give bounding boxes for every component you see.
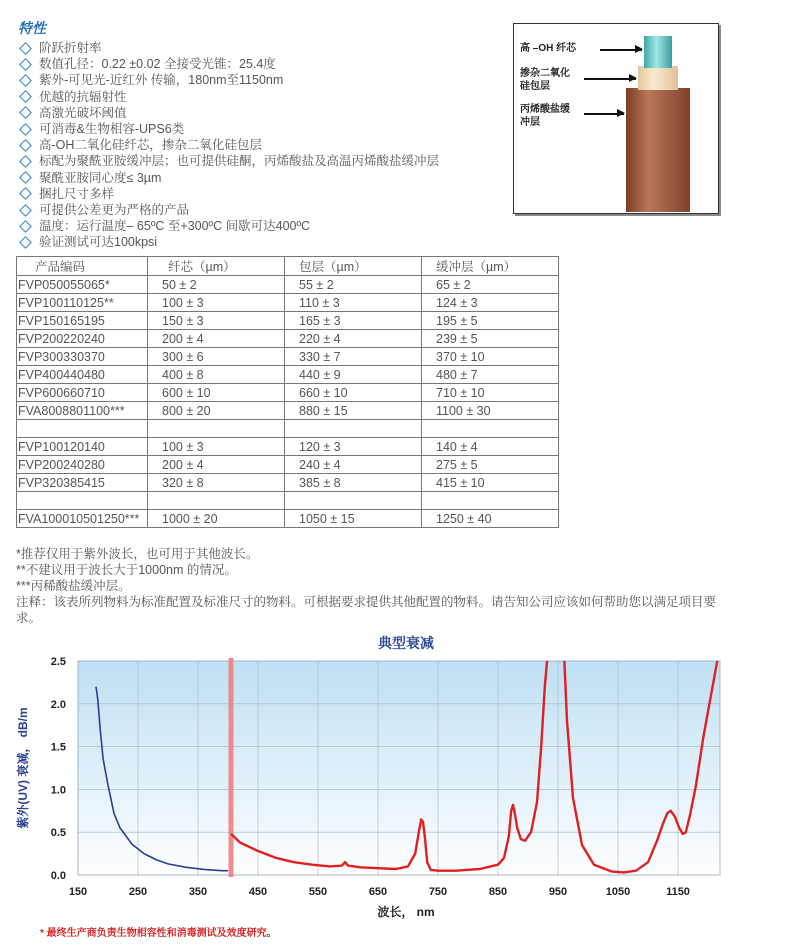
core-arrow-icon [600, 49, 642, 51]
table-row: FVP300330370 300 ± 6 330 ± 7 370 ± 10 [17, 348, 559, 366]
x-tick-label: 350 [188, 886, 208, 898]
x-tick-label: 550 [308, 886, 328, 898]
x-tick-label: 150 [68, 886, 88, 898]
fiber-structure-diagram [513, 23, 719, 214]
y-axis-ticks [51, 656, 66, 882]
header-cladding: 包层（µm） [285, 257, 422, 276]
table-row: FVP320385415 320 ± 8 385 ± 8 415 ± 10 [17, 474, 559, 492]
diamond-bullet-icon [19, 58, 32, 71]
table-row: FVP200220240 200 ± 4 220 ± 4 239 ± 5 [17, 330, 559, 348]
feature-item: 标配为聚酰亚胺缓冲层；也可提供硅酮，丙烯酸盐及高温丙烯酸盐缓冲层 [18, 153, 439, 169]
table-row: FVP050055065* 50 ± 2 55 ± 2 65 ± 2 [17, 276, 559, 294]
core-layer [644, 36, 672, 68]
attenuation-chart [0, 630, 812, 922]
buffer-label-line2: 冲层 [520, 117, 540, 128]
chart-title: 典型衰减 [378, 635, 434, 651]
y-tick-label: 2.0 [50, 698, 66, 711]
table-row: FVP200240280 200 ± 4 240 ± 4 275 ± 5 [17, 456, 559, 474]
table-row: FVP400440480 400 ± 8 440 ± 9 480 ± 7 [17, 366, 559, 384]
diamond-bullet-icon [19, 236, 32, 249]
diamond-bullet-icon [19, 42, 32, 55]
x-tick-label: 750 [428, 886, 448, 898]
x-tick-label: 850 [488, 886, 508, 898]
feature-item: 数值孔径：0.22 ±0.02 全接受光锥：25.4度 [18, 56, 439, 72]
feature-item: 优越的抗辐射性 [18, 89, 439, 105]
header-product-code: 产品编码 [17, 257, 148, 276]
note-line: 注释：该表所列物料为标准配置及标准尺寸的物料。可根据要求提供其他配置的物料。请告知公司应该如何帮助您以满足项目要 [16, 595, 717, 609]
table-row: FVA8008801100*** 800 ± 20 880 ± 15 1100 ± 30 [17, 402, 559, 420]
feature-list [18, 40, 439, 251]
diamond-bullet-icon [19, 171, 32, 184]
diamond-bullet-icon [19, 123, 32, 136]
plot-area [78, 661, 720, 875]
feature-item: 聚酰亚胺同心度≤ 3µm [18, 170, 439, 186]
diamond-bullet-icon [19, 74, 32, 87]
x-axis-label: 波长， nm [377, 905, 435, 919]
diamond-bullet-icon [19, 204, 32, 217]
feature-item: 验证测试可达100kpsi [18, 234, 439, 250]
cladding-label-line1: 掺杂二氧化 [520, 68, 570, 79]
buffer-layer [626, 88, 690, 212]
diamond-bullet-icon [19, 107, 32, 120]
cladding-label-line2: 硅包层 [520, 81, 550, 92]
table-row: FVP600660710 600 ± 10 660 ± 10 710 ± 10 [17, 384, 559, 402]
x-tick-label: 250 [128, 886, 148, 898]
table-row: FVA100010501250*** 1000 ± 20 1050 ± 15 1250 ± 40 [17, 510, 559, 528]
core-label: 高 –OH 纤芯 [520, 43, 577, 54]
table-header-row [17, 257, 559, 276]
diamond-bullet-icon [19, 220, 32, 233]
feature-item: 可提供公差更为严格的产品 [18, 202, 439, 218]
page-title: 特性 [18, 20, 46, 36]
diamond-bullet-icon [19, 90, 32, 103]
y-axis-label: 紫外(UV) 衰减， dB/m [16, 707, 30, 829]
buffer-label-line1: 丙烯酸盐缓 [520, 104, 570, 115]
feature-item: 阶跃折射率 [18, 40, 439, 56]
header-core: 纤芯（µm） [148, 257, 285, 276]
header-buffer: 缓冲层（µm） [422, 257, 559, 276]
feature-item: 紫外-可见光-近红外 传输，180nm至1150nm [18, 72, 439, 88]
x-tick-label: 450 [248, 886, 268, 898]
feature-item: 温度：运行温度– 65ºC 至+300ºC 间歇可达400ºC [18, 218, 439, 234]
product-spec-table [16, 256, 559, 528]
y-tick-label: 2.5 [50, 656, 66, 668]
y-tick-label: 0.0 [50, 870, 66, 882]
range-divider-bar [229, 658, 234, 877]
note-line: 求。 [16, 611, 42, 625]
diamond-bullet-icon [19, 188, 32, 201]
table-row: FVP150165195 150 ± 3 165 ± 3 195 ± 5 [17, 312, 559, 330]
x-tick-label: 1050 [605, 886, 631, 898]
note-line: **不建议用于波长大于1000nm 的情况。 [16, 563, 237, 577]
feature-item: 高激光破坏阈值 [18, 105, 439, 121]
x-tick-label: 1150 [666, 886, 690, 898]
feature-item: 可消毒&生物相容-UPS6类 [18, 121, 439, 137]
table-notes [16, 546, 796, 626]
buffer-arrow-icon [584, 113, 624, 115]
x-tick-label: 950 [548, 886, 568, 898]
chart-footnote: * 最终生产商负责生物相容性和消毒测试及效度研究。 [40, 928, 277, 939]
table-row: FVP100110125** 100 ± 3 110 ± 3 124 ± 3 [17, 294, 559, 312]
feature-item: 高-OH二氧化硅纤芯，掺杂二氧化硅包层 [18, 137, 439, 153]
table-row: FVP100120140 100 ± 3 120 ± 3 140 ± 4 [17, 438, 559, 456]
note-line: ***丙稀酸盐缓冲层。 [16, 579, 131, 593]
note-line: *推荐仅用于紫外波长，也可用于其他波长。 [16, 547, 259, 561]
x-tick-label: 650 [368, 886, 388, 898]
y-tick-label: 1.5 [50, 741, 66, 754]
x-axis-ticks [69, 886, 690, 898]
diamond-bullet-icon [19, 155, 32, 168]
cladding-arrow-icon [584, 78, 636, 80]
diamond-bullet-icon [19, 139, 32, 152]
y-tick-label: 0.5 [50, 827, 66, 840]
table-row [17, 492, 559, 510]
y-tick-label: 1.0 [50, 784, 66, 797]
feature-item: 捆扎尺寸多样 [18, 186, 439, 202]
table-row [17, 420, 559, 438]
cladding-layer [638, 66, 678, 90]
